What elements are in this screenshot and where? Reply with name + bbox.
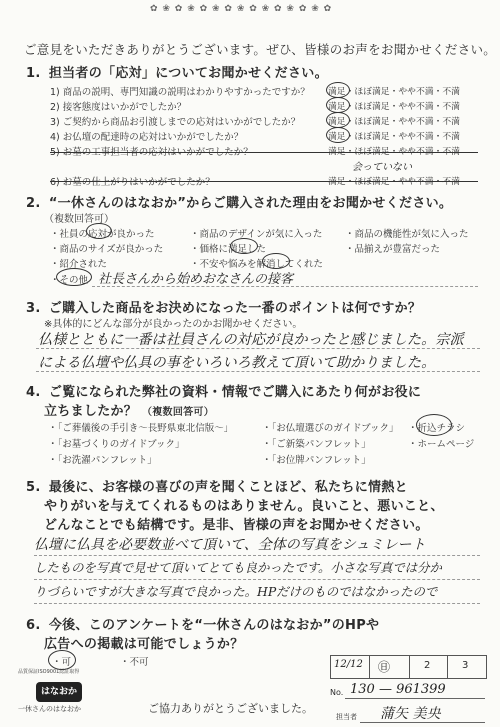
- grid-circled-mark: ㊐: [378, 660, 391, 674]
- q6-option-yes-circle: [48, 650, 76, 670]
- q4-title: ご覧になられた弊社の資料・情報でご購入にあたり何がお役に: [48, 385, 422, 400]
- q1-row-num: 5): [50, 147, 60, 158]
- q1-row-1-rating[interactable]: 満足・ほぼ満足・やや不満・不満: [328, 87, 460, 97]
- q1-row-num: 2): [50, 102, 60, 113]
- q5-line-1: 最後に、お客様の喜びの声を聞くことほど、私たちに情熱と: [48, 480, 408, 495]
- q4-option-7[interactable]: ・「お洗濯パンフレット」: [48, 455, 157, 466]
- q2-heading: [26, 192, 452, 211]
- q1-row-3-rating[interactable]: 満足・ほぼ満足・やや不満・不満: [328, 117, 460, 127]
- q2-other-line: [92, 286, 478, 287]
- q1-number: 1.: [26, 66, 41, 81]
- q4-option-4[interactable]: ・「お墓づくりのガイドブック」: [48, 439, 185, 450]
- q1-row-text: 接客態度はいかがでしたか？: [62, 102, 187, 113]
- q2-option-4[interactable]: ・商品のサイズが良かった: [50, 244, 164, 255]
- grid-divider: [369, 656, 370, 678]
- grid-divider: [409, 656, 410, 678]
- q2-option-5-circle: [230, 238, 258, 254]
- q1-row-5-strike: [50, 152, 478, 153]
- q4-option-8[interactable]: ・「お位牌パンフレット」: [262, 455, 371, 466]
- q2-other-circle: [56, 268, 92, 286]
- q3-line-1: [36, 348, 480, 349]
- q1-row-5-rating[interactable]: 満足・ほぼ満足・やや不満・不満: [328, 147, 460, 157]
- q1-row-4-rating[interactable]: 満足・ほぼ満足・やや不満・不満: [328, 132, 460, 142]
- q1-row-text: 商品の説明、専門知識の説明はわかりやすかったですか？: [62, 87, 310, 98]
- q5-answer-line-3: りづらいですが大きな写真で良かった。HPだけのものではなかったので: [34, 584, 438, 599]
- q5-answer-line-2: したものを写真で見せて頂いてとても良かったです。小さな写真では分か: [34, 560, 442, 575]
- q4-option-6[interactable]: ・ホームページ: [408, 439, 475, 450]
- no-underline: [345, 698, 485, 699]
- q2-other-answer: 社長さんから始めおなさんの接客: [98, 272, 294, 287]
- thanks-text: ご協力ありがとうございました。: [148, 702, 313, 715]
- q2-sub: （複数回答可）: [44, 214, 114, 225]
- logo-bottom-text: 一休さんのはなおか: [18, 705, 81, 713]
- q3-answer-line-1: 仏様とともに一番は社員さんの対応が良かったと感じました。宗派: [38, 332, 464, 348]
- q1-row-4: [50, 129, 243, 143]
- q1-row-num: 6): [50, 177, 60, 188]
- q5-heading: [26, 476, 408, 495]
- q1-row-text: お墓の工事担当者の応対はいかがでしたか？: [62, 147, 253, 158]
- grid-cell-2: 2: [424, 660, 431, 671]
- q1-row-4-circle: [326, 127, 350, 143]
- header-ornament: ✿ ❀ ✿ ❀ ✿ ❀ ✿ ❀ ✿ ❀ ✿ ❀ ✿ ❀ ✿: [150, 4, 333, 14]
- staff-underline: [360, 722, 485, 723]
- q5-answer-line-1: 仏壇に仏具を必要数並べて頂いて、全体の写真をシュミレート: [34, 537, 426, 553]
- q4-title2: 立ちましたか？: [44, 404, 138, 419]
- grid-cell-3: 3: [462, 660, 469, 671]
- q6-option-no[interactable]: ・不可: [120, 657, 149, 668]
- q5-line-3: どんなことでも結構です。是非、皆様の声をお聞かせください。: [44, 518, 429, 533]
- q4-option-1[interactable]: ・「ご葬儀後の手引き〜長野県東北信版〜」: [48, 423, 234, 434]
- q5-line-b: [34, 579, 480, 580]
- q1-row-num: 3): [50, 117, 60, 128]
- q1-row-2-rating[interactable]: 満足・ほぼ満足・やや不満・不満: [328, 102, 460, 112]
- q3-title: ご購入した商品をお決めになった一番のポイントは何ですか？: [48, 301, 422, 316]
- company-logo: [18, 668, 94, 714]
- q4-option-3-circle: [416, 414, 452, 436]
- q5-line-a: [34, 555, 480, 556]
- q6-title: 今後、このアンケートを“一休さんのはなおか”のHPや: [48, 618, 380, 633]
- q1-row-1: [50, 84, 310, 98]
- q2-option-3[interactable]: ・商品の機能性が気に入った: [345, 229, 469, 240]
- q1-row-text: ご契約から商品お引渡しまでの応対はいかがでしたか？: [62, 117, 301, 128]
- q1-row-2: [50, 99, 186, 113]
- q5-number: 5.: [26, 480, 41, 495]
- intro-text: ご意見をいただきありがとうございます。ぜひ、皆様のお声をお聞かせください。: [24, 42, 497, 57]
- q2-option-1[interactable]: ・社員の応対が良かった: [50, 229, 155, 240]
- q2-option-7[interactable]: ・紹介された: [50, 259, 108, 270]
- q2-title: “一休さんのはなおか”からご購入された理由をお聞かせください。: [48, 196, 453, 211]
- q3-answer-line-2: による仏壇や仏具の事をいろいろ教えて頂いて助かりました。: [38, 355, 436, 371]
- q2-option-8-circle: [262, 253, 290, 269]
- q1-heading: [26, 62, 328, 81]
- q5-line-c: [34, 603, 480, 604]
- q1-handwritten-note: 会っていない: [352, 162, 412, 173]
- q5-line-2: やりがいを与えてくれるものはありません。良いこと、悪いこと、: [44, 499, 444, 514]
- logo-mark: はなおか: [36, 682, 82, 702]
- q2-option-8[interactable]: ・不安や悩みを解消してくれた: [190, 259, 324, 270]
- q1-row-1-circle: [326, 82, 350, 98]
- q1-row-text: お仏壇の配達時の応対はいかがでしたか？: [62, 132, 244, 143]
- grid-divider: [447, 656, 448, 678]
- q1-row-2-circle: [326, 97, 350, 113]
- q2-other-label[interactable]: ・その他: [50, 275, 89, 286]
- q6-option-yes[interactable]: ・可: [52, 657, 72, 668]
- q1-row-num: 1): [50, 87, 60, 98]
- logo-top-text: 品質保証ISO9001認証取得: [18, 669, 80, 675]
- q2-option-6[interactable]: ・品揃えが豊富だった: [345, 244, 441, 255]
- staff-value: 蒲矢 美央: [380, 706, 441, 722]
- q3-line-2: [36, 371, 480, 372]
- q2-option-2[interactable]: ・商品のデザインが気に入った: [190, 229, 323, 240]
- q2-number: 2.: [26, 196, 41, 211]
- grid-date: 12/12: [334, 659, 363, 670]
- q1-title: 担当者の「応対」についてお聞かせください。: [48, 66, 328, 81]
- q4-option-5[interactable]: ・「ご新築パンフレット」: [262, 439, 371, 450]
- q1-row-6-rating[interactable]: 満足・ほぼ満足・やや不満・不満: [328, 177, 460, 187]
- q2-option-5[interactable]: ・価格に満足した: [190, 244, 267, 255]
- q4-number: 4.: [26, 385, 41, 400]
- q4-option-2[interactable]: ・「お仏壇選びのガイドブック」: [262, 423, 399, 434]
- q3-number: 3.: [26, 301, 41, 316]
- q4-title-line-2: [44, 400, 214, 419]
- q6-heading: [26, 614, 379, 633]
- q1-row-3-circle: [326, 112, 350, 128]
- q1-row-3: [50, 114, 300, 128]
- no-label: No.: [330, 688, 344, 697]
- q1-row-5: [50, 144, 253, 158]
- q1-row-6-strike: [50, 181, 478, 182]
- q4-option-3[interactable]: ・折込チラシ: [408, 423, 466, 434]
- q2-option-1-circle: [86, 223, 112, 239]
- no-value: 130 — 961399: [350, 682, 446, 697]
- staff-label: 担当者: [336, 713, 357, 721]
- q3-heading: [26, 297, 421, 316]
- q6-number: 6.: [26, 618, 41, 633]
- q4-sub: （複数回答可）: [141, 407, 215, 418]
- q1-row-text: お墓の仕上がりはいかがでしたか？: [62, 177, 215, 188]
- q1-row-num: 4): [50, 132, 60, 143]
- q6-title-line-2: 広告への掲載は可能でしょうか？: [44, 637, 244, 652]
- q4-heading: [26, 381, 421, 400]
- q3-sub: ※具体的にどんな部分が良かったのかお聞かせください。: [44, 319, 303, 330]
